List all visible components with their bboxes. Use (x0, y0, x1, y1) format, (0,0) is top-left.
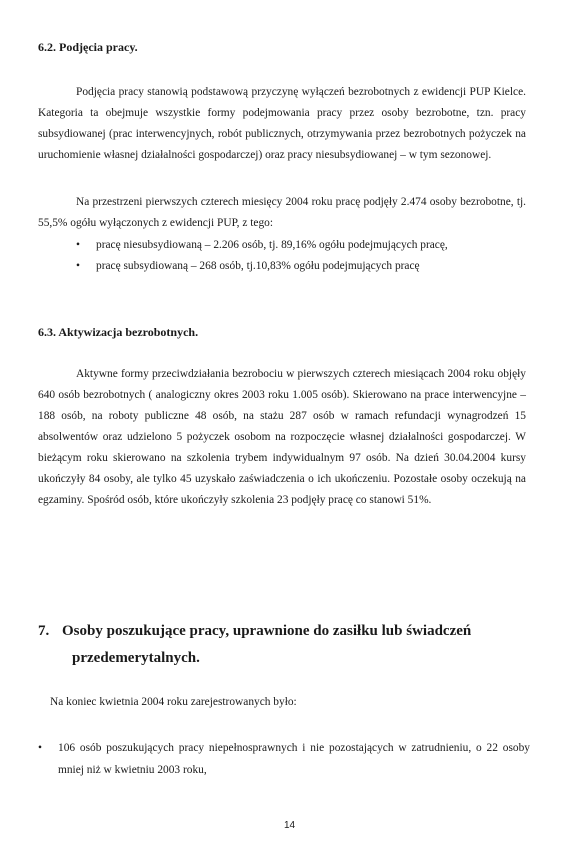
bullet-icon: • (76, 260, 80, 272)
paragraph-6-3-1 (38, 364, 526, 511)
paragraph-text: Na przestrzeni pierwszych czterech miesięcy 2004 roku pracę podjęły 2.474 osoby bezrobotne, tj. 55,5% ogółu wyłączonych z ewidencji PUP, z tego: (38, 196, 526, 229)
section-title-line2: przedemerytalnych. (72, 650, 200, 666)
list-item-text: pracę niesubsydiowaną – 2.206 osób, tj. 89,16% ogółu podejmujących pracę, (96, 239, 448, 251)
list-item (76, 256, 526, 277)
bullet-list-6-2 (76, 235, 526, 277)
section-heading-6-2: 6.2. Podjęcia pracy. (38, 40, 138, 54)
bullet-icon: • (38, 742, 42, 754)
list-item-text: pracę subsydiowaną – 268 osób, tj.10,83% ogółu podejmujących pracę (96, 260, 420, 272)
section-title-line1: Osoby poszukujące pracy, uprawnione do zasiłku lub świadczeń (62, 623, 472, 639)
paragraph-7-intro: Na koniec kwietnia 2004 roku zarejestrowanych było: (50, 696, 297, 708)
bullet-icon: • (76, 239, 80, 251)
list-item (38, 737, 530, 781)
section-heading-6-3: 6.3. Aktywizacja bezrobotnych. (38, 325, 199, 339)
section-number: 7. (38, 623, 50, 639)
paragraph-6-2-2 (38, 192, 526, 234)
section-heading-7 (38, 618, 538, 672)
list-item (76, 235, 526, 256)
paragraph-text: Aktywne formy przeciwdziałania bezrobociu w pierwszych czterech miesiącach 2004 roku objęły 640 osób bezrobotnych ( analogiczny okres 2003 roku 1.005 osób). Skierowano na prace interwencyjne – 188 osób, na roboty publiczne 48 osób, na stażu 287 osób w ramach refundacji wynagrodzeń 15 absolwentów oraz udzielono 5 pożyczek osobom na rozpoczęcie własnej działalności gospodarczej. W bieżącym roku skierowano na szkolenia trybem indywidualnym 97 osób. Na dzień 30.04.2004 kursy ukończyły 84 osoby, ale tylko 45 uzyskało zaświadczenia o ich ukończeniu. Pozostałe osoby oczekują na egzaminy. Spośród osób, które ukończyły szkolenia 23 podjęły pracę co stanowi 51%. (38, 368, 526, 506)
paragraph-text: Podjęcia pracy stanowią podstawową przyczynę wyłączeń bezrobotnych z ewidencji PUP Kielce. Kategoria ta obejmuje wszystkie formy podejmowania pracy przez osoby bezrobotne, tzn. pracy subsydiowanej (prac interwencyjnych, robót publicznych, otrzymywania przez bezrobotnych pożyczek na uruchomienie własnej działalności gospodarczej) oraz pracy niesubsydiowanej – w tym sezonowej. (38, 86, 526, 161)
list-item-text: 106 osób poszukujących pracy niepełnosprawnych i nie pozostających w zatrudnieniu, o 22 osoby mniej niż w kwietniu 2003 roku, (58, 742, 530, 776)
paragraph-6-2-1 (38, 82, 526, 166)
page-number: 14 (283, 820, 296, 831)
